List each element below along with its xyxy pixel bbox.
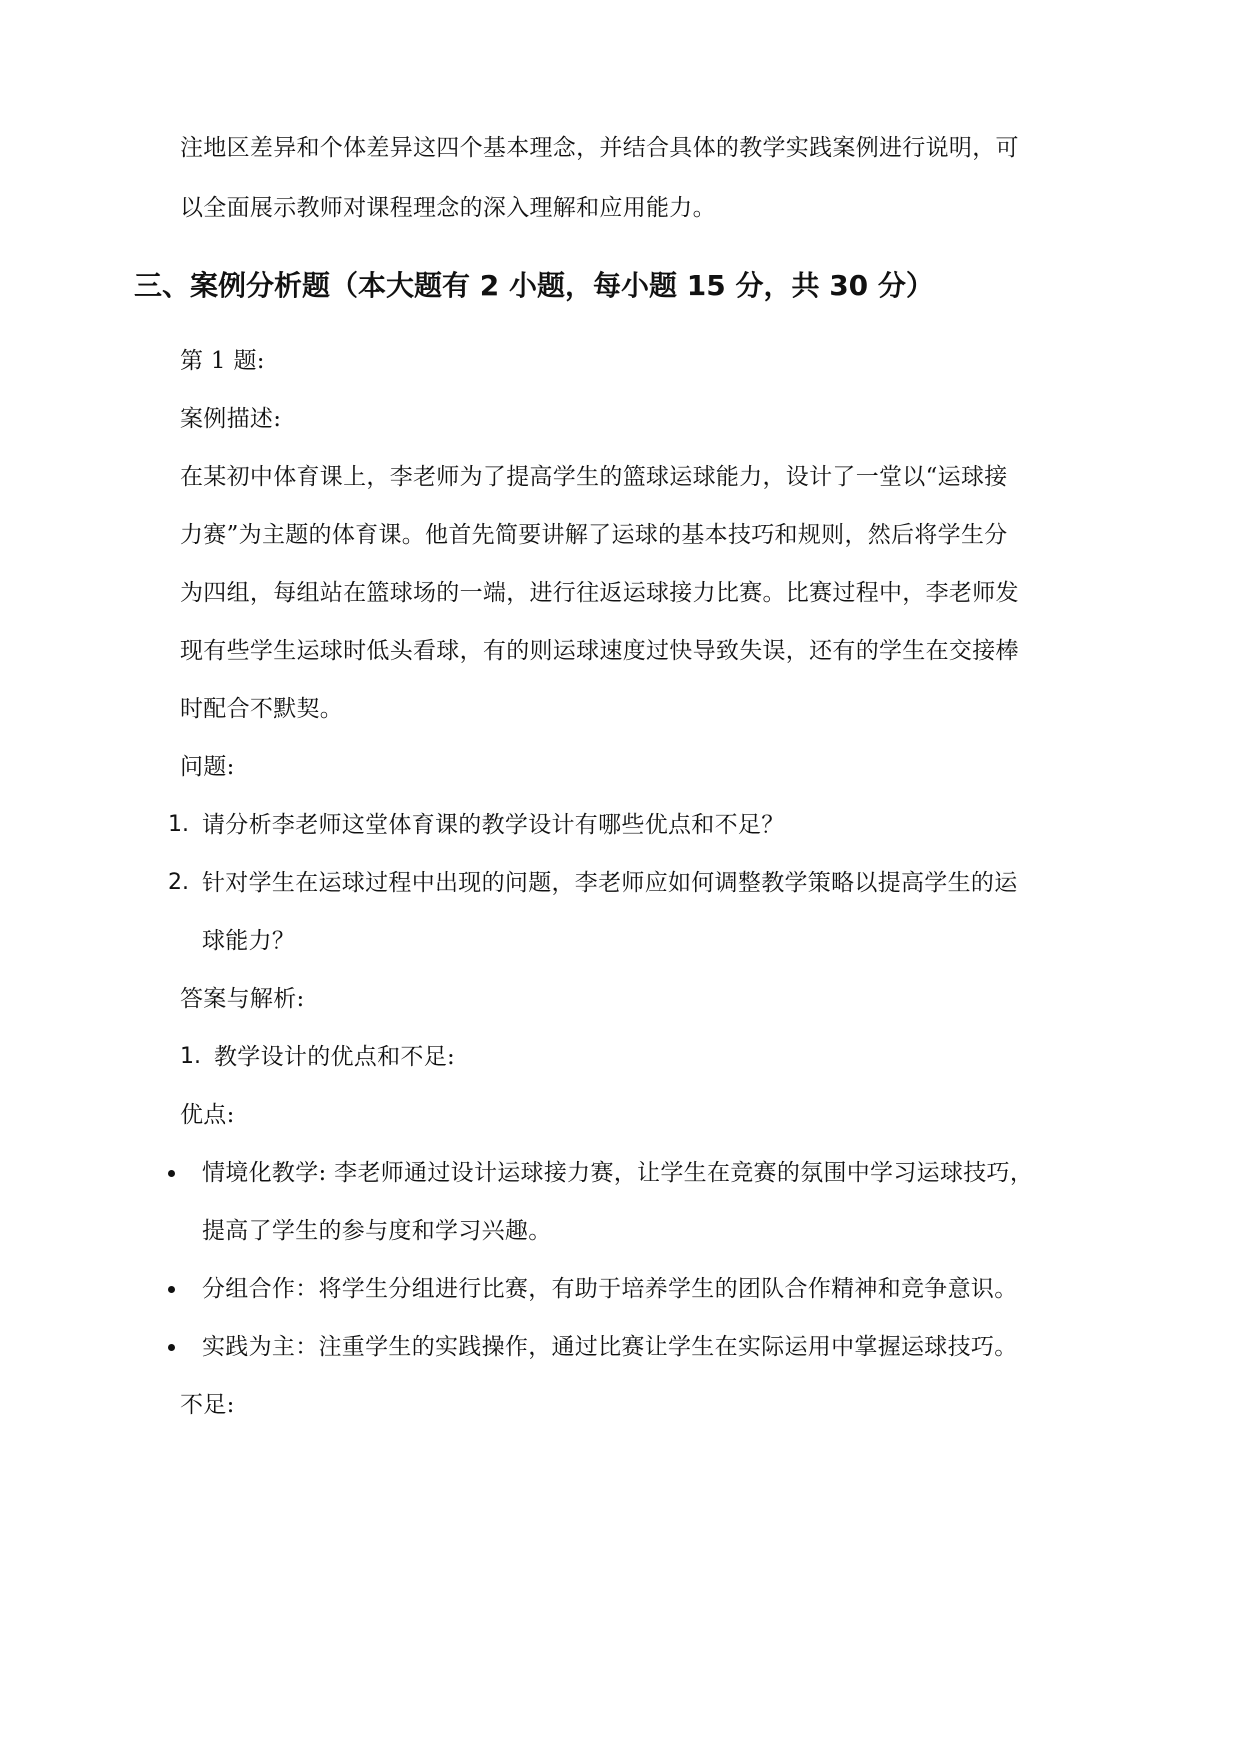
- answer-item-text: 教学设计的优点和不足:: [214, 1044, 456, 1070]
- case-line: 为四组，每组站在篮球场的一端，进行往返运球接力比赛。比赛过程中，李老师发: [180, 580, 1019, 606]
- intro-line-1: 注地区差异和个体差异这四个基本理念，并结合具体的教学实践案例进行说明，可: [180, 135, 1019, 161]
- case-line: 在某初中体育课上，李老师为了提高学生的篮球运球能力，设计了一堂以“运球接: [180, 464, 1008, 490]
- cons-label: 不足:: [180, 1392, 235, 1418]
- case-line: 现有些学生运球时低头看球，有的则运球速度过快导致失误，还有的学生在交接棒: [180, 638, 1019, 664]
- bullet-icon: [168, 1286, 175, 1293]
- case-line: 力赛”为主题的体育课。他首先简要讲解了运球的基本技巧和规则，然后将学生分: [180, 522, 1008, 548]
- problem-text: 球能力？: [202, 928, 296, 954]
- question-label: 第 1 题:: [180, 348, 265, 374]
- intro-line-2: 以全面展示教师对课程理念的深入理解和应用能力。: [180, 195, 716, 221]
- pro-text: 分组合作：将学生分组进行比赛，有助于培养学生的团队合作精神和竞争意识。: [202, 1276, 1018, 1302]
- case-label: 案例描述:: [180, 406, 282, 432]
- pro-text: 情境化教学: 李老师通过设计运球接力赛，让学生在竞赛的氛围中学习运球技巧，: [202, 1160, 1034, 1186]
- case-line: 时配合不默契。: [180, 696, 344, 722]
- problem-text: 请分析李老师这堂体育课的教学设计有哪些优点和不足？: [202, 812, 785, 838]
- problem-text: 针对学生在运球过程中出现的问题，李老师应如何调整教学策略以提高学生的运: [202, 870, 1018, 896]
- problem-label: 问题:: [180, 754, 235, 780]
- problem-number: 2.: [168, 870, 189, 895]
- pro-text: 提高了学生的参与度和学习兴趣。: [202, 1218, 552, 1244]
- pro-text: 实践为主：注重学生的实践操作，通过比赛让学生在实际运用中掌握运球技巧。: [202, 1334, 1018, 1360]
- answer-item-number: 1.: [180, 1044, 201, 1069]
- problem-number: 1.: [168, 812, 189, 837]
- section-title: 三、案例分析题（本大题有 2 小题，每小题 15 分，共 30 分）: [134, 269, 934, 302]
- pros-label: 优点:: [180, 1102, 235, 1128]
- bullet-icon: [168, 1170, 175, 1177]
- bullet-icon: [168, 1344, 175, 1351]
- answer-label: 答案与解析:: [180, 986, 305, 1012]
